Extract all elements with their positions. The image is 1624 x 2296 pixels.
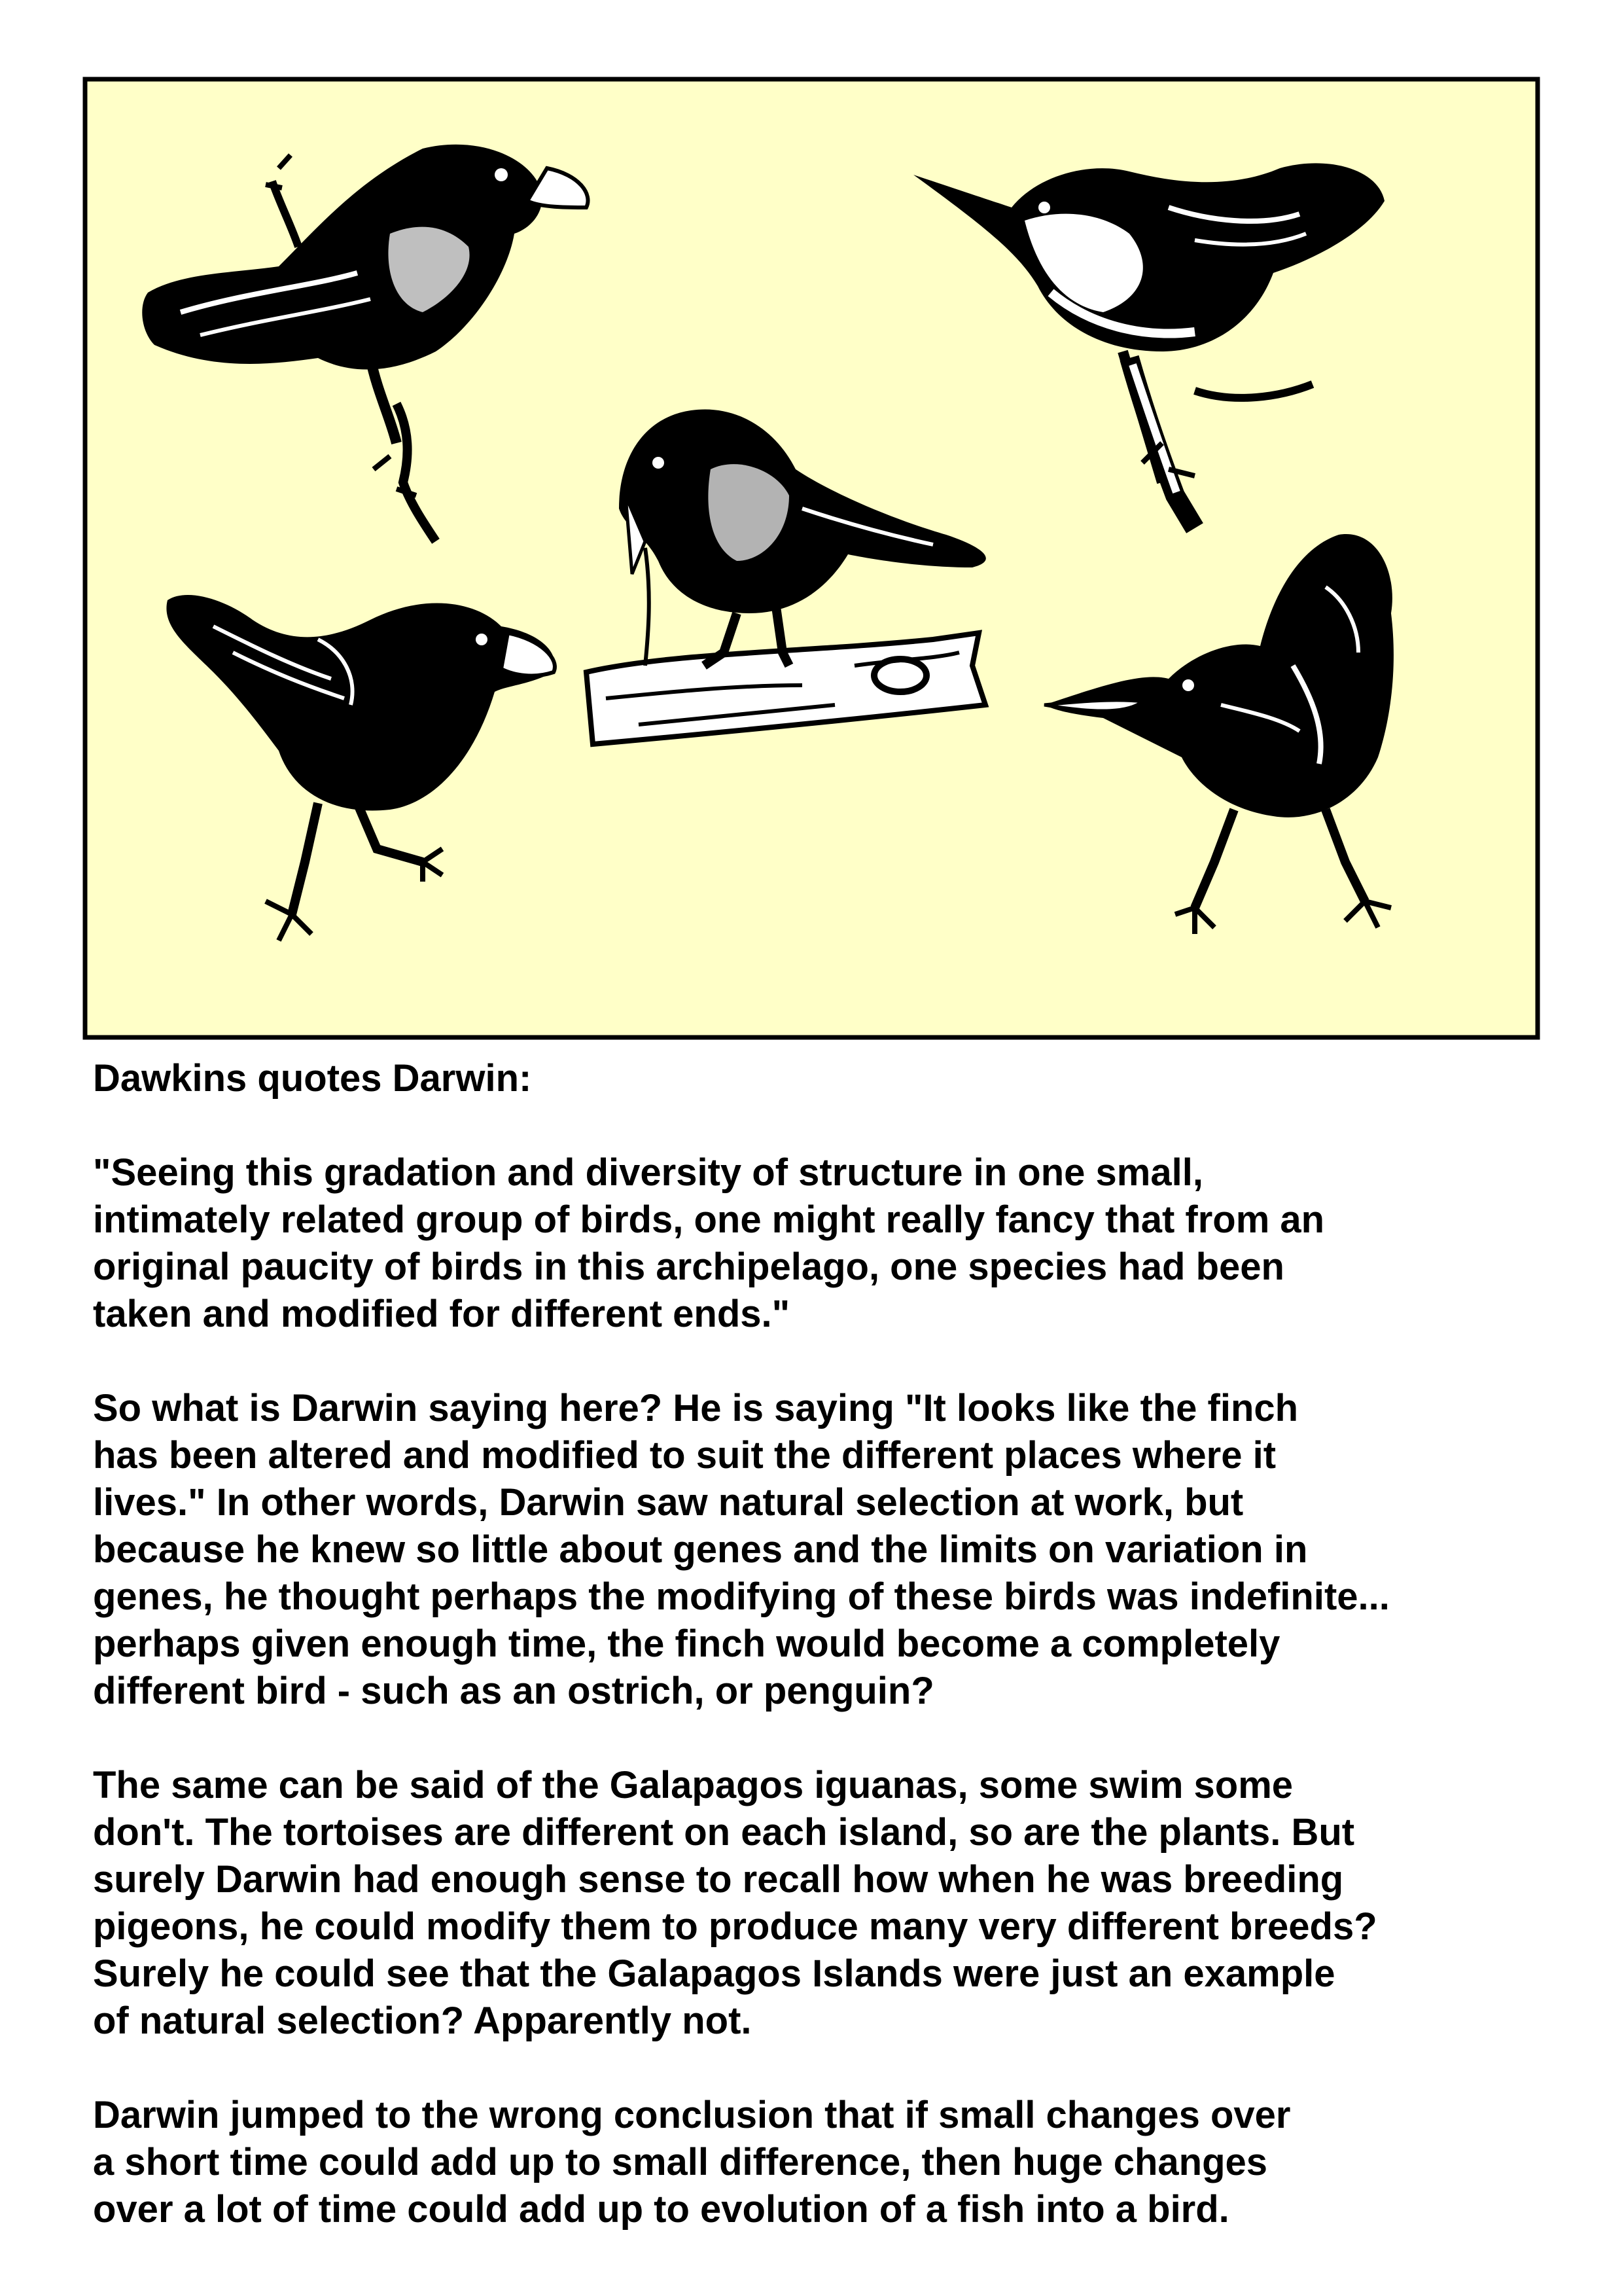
heading: Dawkins quotes Darwin: xyxy=(93,1057,532,1100)
paragraph-2: The same can be said of the Galapagos iguanas, some swim some don't. The tortoises are different on each island, so are the plants. But surely Darwin had enough sense to recall how when he was breeding pigeons, he could modify them to produce many very different breeds? Surely he could see that the Galapagos Islands were just an example of natural selection? Apparently not. xyxy=(93,1764,1377,2042)
finches-illustration xyxy=(82,77,1540,1040)
article-text xyxy=(93,1055,1565,2280)
darwin-quote: "Seeing this gradation and diversity of structure in one small, intimately related group of birds, one might really fancy that from an original paucity of birds in this archipelago, one species had been taken and modified for different ends." xyxy=(93,1151,1325,1335)
finches-illustration-svg xyxy=(82,77,1540,1040)
paragraph-1: So what is Darwin saying here? He is saying "It looks like the finch has been altered and modified to suit the different places where it lives." In other words, Darwin saw natural selection at work, but because he knew so little about genes and the limits on variation in genes, he thought perhaps the modifying of these birds was indefinite... perhaps given enough time, the finch would become a completely different bird - such as an ostrich, or penguin? xyxy=(93,1387,1390,1712)
paragraph-3: Darwin jumped to the wrong conclusion that if small changes over a short time could add up to small difference, then huge changes over a lot of time could add up to evolution of a fish into a bird. xyxy=(93,2094,1291,2231)
